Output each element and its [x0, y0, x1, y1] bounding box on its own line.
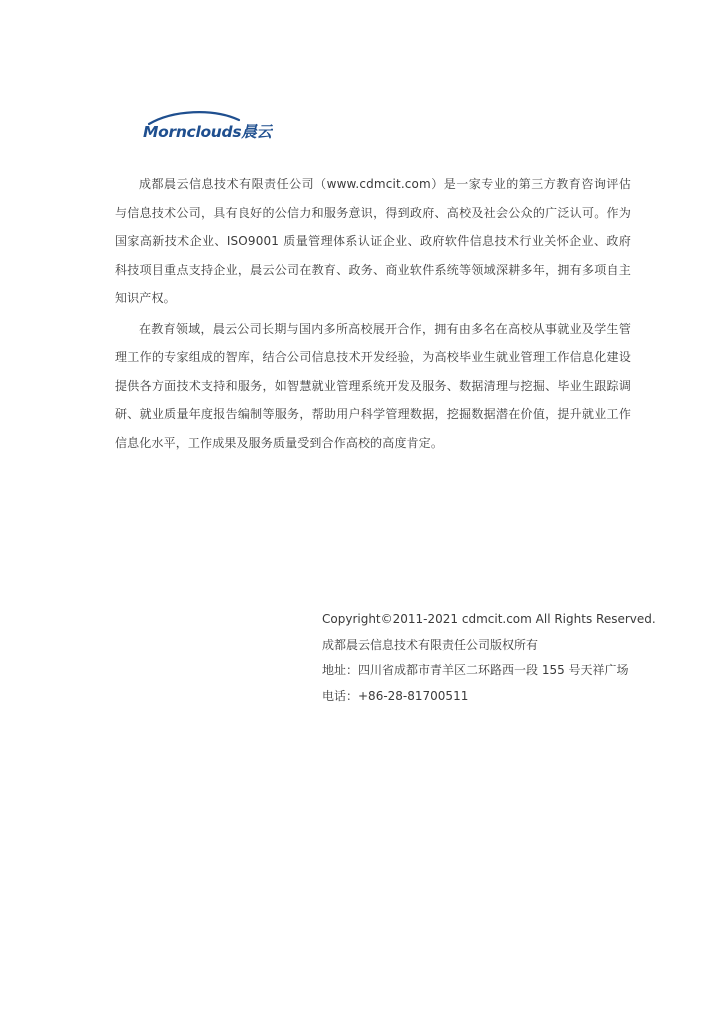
rights-line: 成都晨云信息技术有限责任公司版权所有	[322, 637, 539, 652]
company-intro	[115, 170, 631, 459]
intro-paragraph-education: 在教育领域，晨云公司长期与国内多所高校展开合作，拥有由多名在高校从事就业及学生管理工作的专家组成的智库，结合公司信息技术开发经验，为高校毕业生就业管理工作信息化建设提供各方面技术支持和服务，如智慧就业管理系统开发及服务、数据清理与挖掘、毕业生跟踪调研、就业质量年度报告编制等服务，帮助用户科学管理数据，挖掘数据潜在价值，提升就业工作信息化水平，工作成果及服务质量受到合作高校的高度肯定。	[115, 321, 631, 450]
logo-text: Mornclouds晨云	[143, 123, 272, 141]
intro-paragraph-company: 成都晨云信息技术有限责任公司（www.cdmcit.com）是一家专业的第三方教育咨询评估与信息技术公司，具有良好的公信力和服务意识，得到政府、高校及社会公众的广泛认可。作为国家高新技术企业、ISO9001 质量管理体系认证企业、政府软件信息技术行业关怀企业、政府科技项目重点支持企业，晨云公司在教育、政务、商业软件系统等领域深耕多年，拥有多项自主知识产权。	[115, 177, 631, 305]
footer-contact	[322, 607, 656, 709]
logo-graphic	[143, 108, 273, 144]
address-line: 地址：四川省成都市青羊区二环路西一段 155 号天祥广场	[322, 663, 629, 677]
company-logo	[143, 108, 273, 144]
phone-line: 电话：+86-28-81700511	[322, 688, 469, 703]
copyright-line: Copyright©2011-2021 cdmcit.com All Rights Reserved.	[322, 612, 656, 626]
